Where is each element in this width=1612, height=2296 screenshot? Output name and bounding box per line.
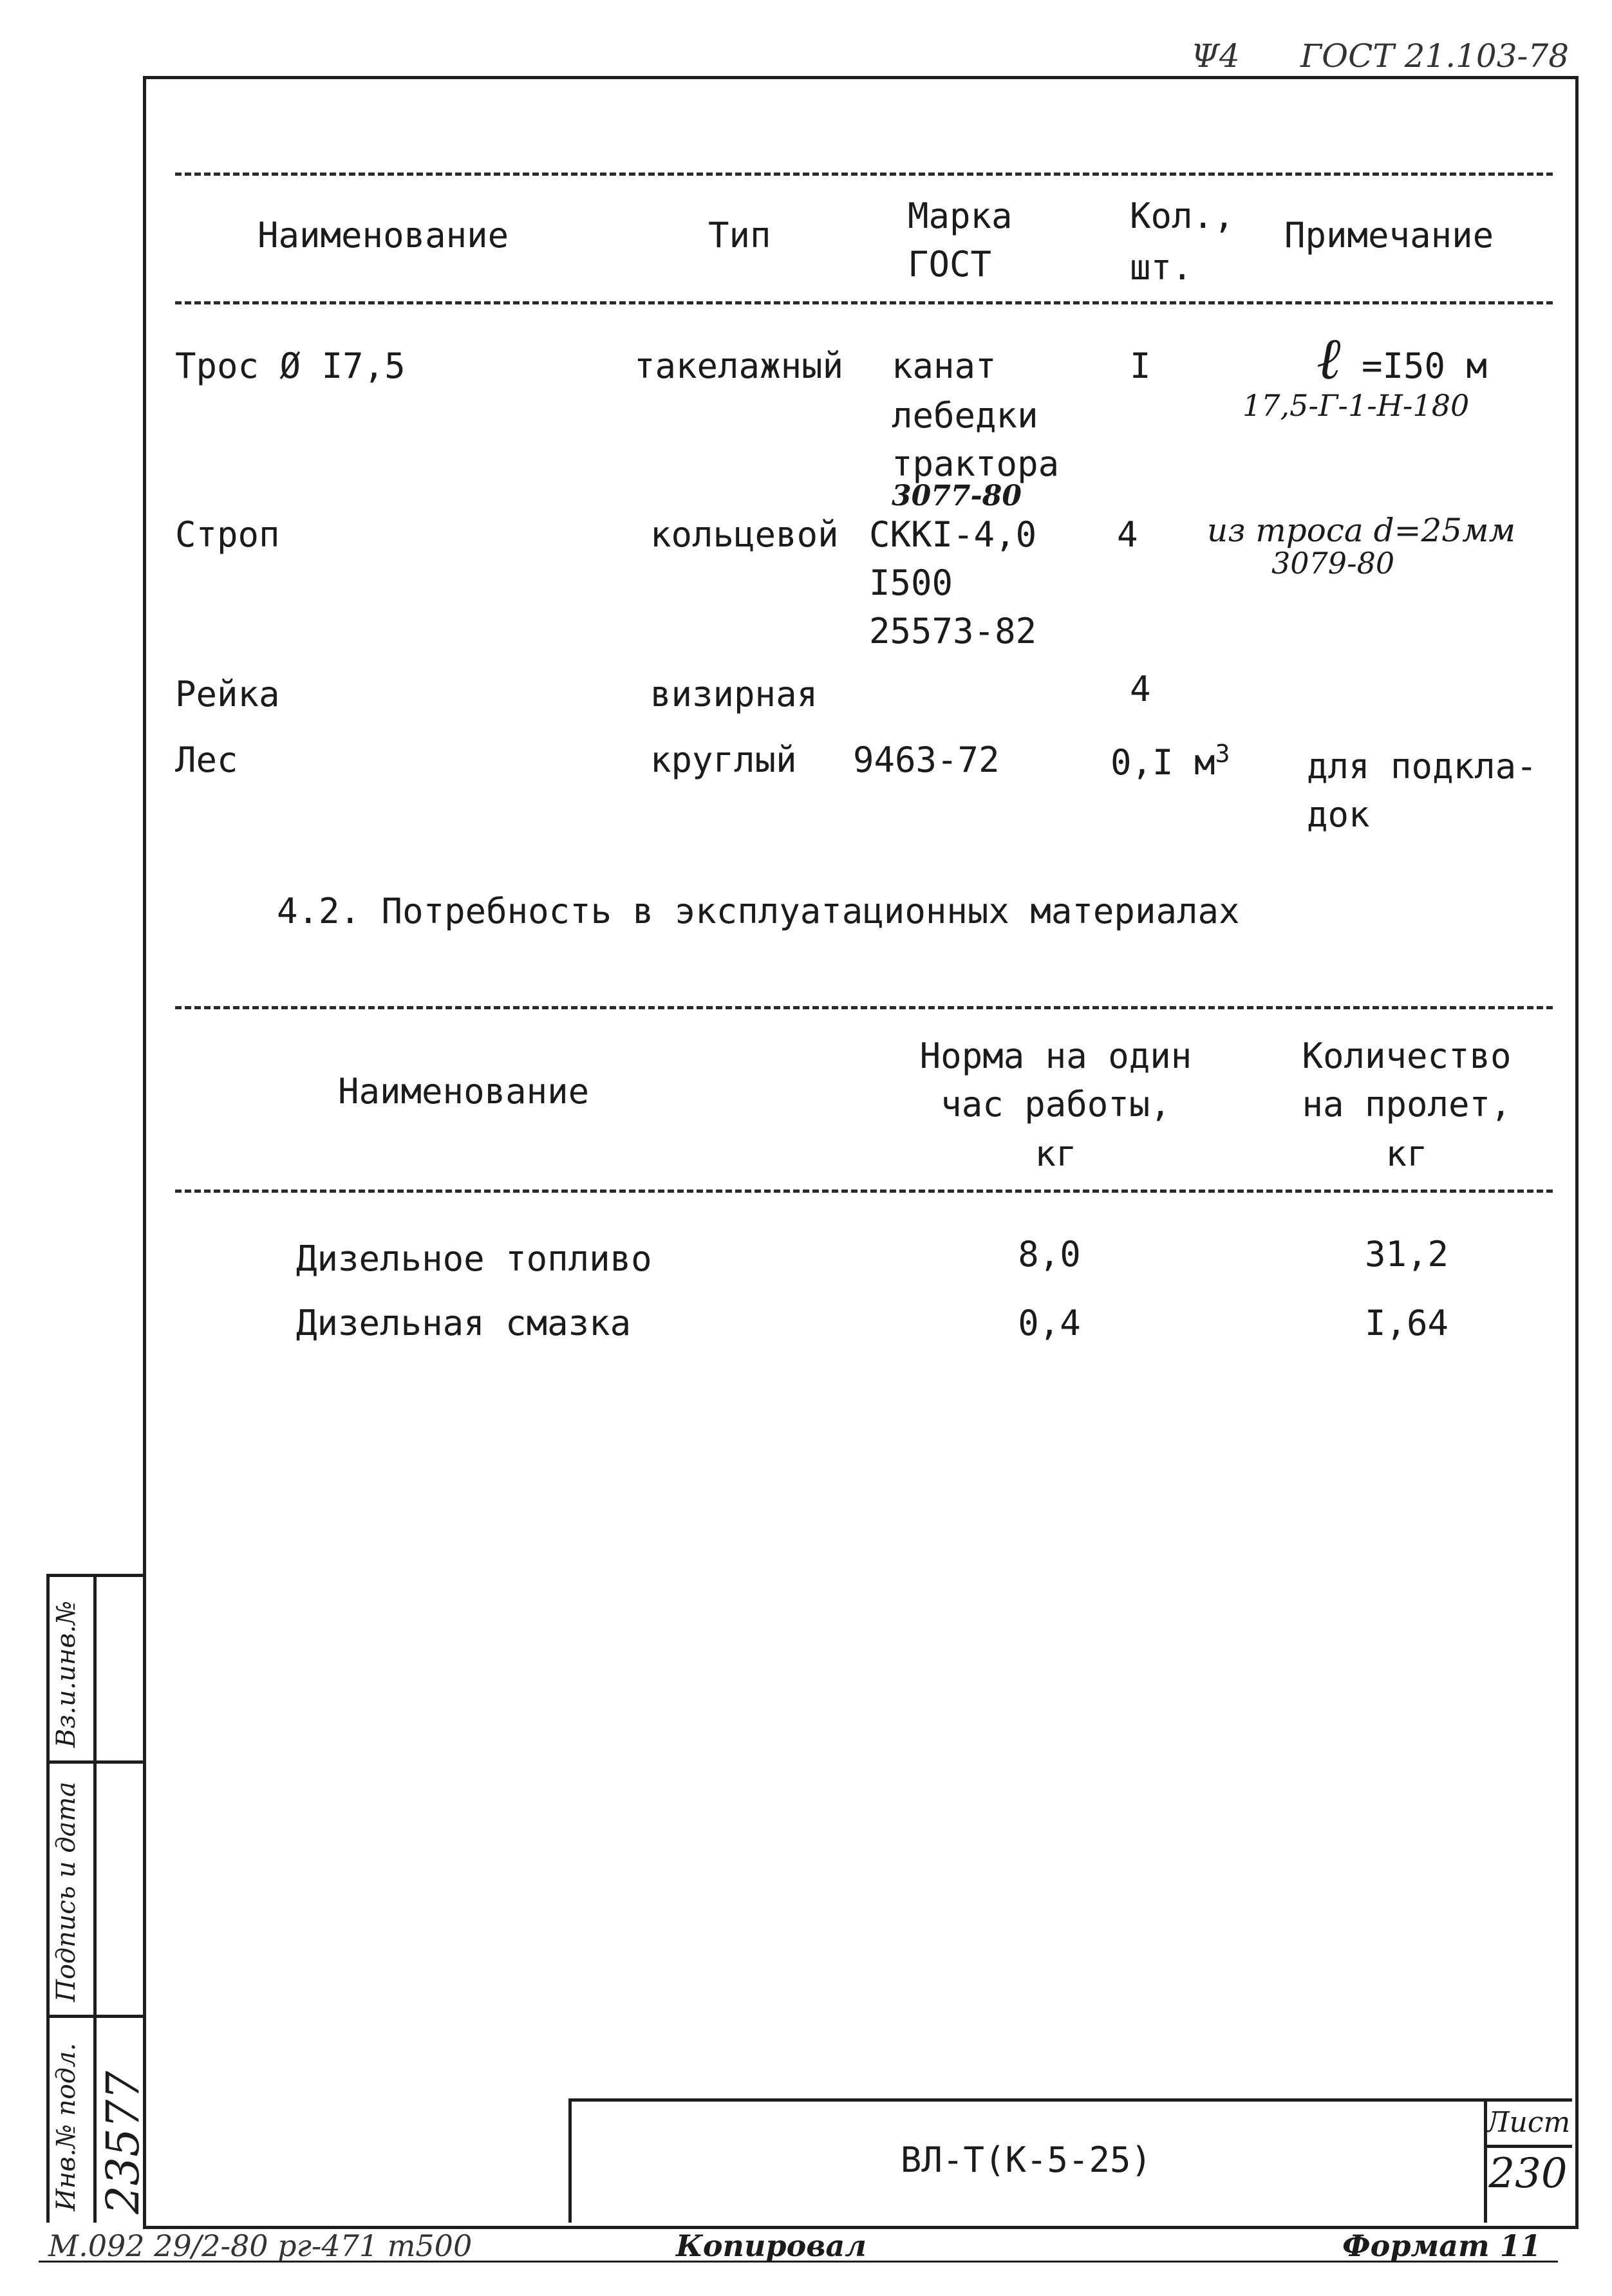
table2-header-amount-1: Количество — [1302, 1036, 1512, 1076]
title-block-sheet-number: 230 — [1488, 2150, 1568, 2198]
table1-top-rule — [175, 173, 1553, 176]
table1-row4-note-2: док — [1307, 794, 1370, 835]
table1-row3-qty: 4 — [1130, 669, 1151, 709]
table2-top-rule — [175, 1006, 1553, 1009]
table1-header-type: Тип — [708, 215, 771, 256]
table1-row2-mark-1: СККI-4,0 — [869, 514, 1037, 555]
top-header-standard: ГОСТ 21.103-78 — [1300, 37, 1570, 75]
table1-row2-type: кольцевой — [650, 514, 839, 555]
table1-row1-note: =I50 м — [1362, 346, 1488, 386]
table2-header-norm-3: кг — [1035, 1134, 1077, 1174]
table1-row1-mark-3: трактора — [892, 443, 1060, 484]
table1-header-qty-2: шт. — [1130, 247, 1193, 288]
table1-row1-note-hand: 17,5-Г-1-Н-180 — [1242, 388, 1470, 423]
footer-center: Копировал — [676, 2228, 867, 2263]
table1-row4-mark: 9463-72 — [853, 740, 1000, 780]
table1-row2-note-hand-2: 3079-80 — [1271, 546, 1395, 581]
table1-row3-type: визирная — [650, 674, 818, 714]
table1-row1-mark-2: лебедки — [892, 395, 1038, 436]
table2-header-norm-2: час работы, — [941, 1084, 1171, 1125]
table2-row1-amount: 31,2 — [1364, 1234, 1449, 1274]
table2-header-rule — [175, 1190, 1553, 1193]
table1-row4-type: круглый — [650, 740, 797, 780]
title-block-doc-code: ВЛ-Т(К-5-25) — [900, 2140, 1152, 2180]
table1-header-rule — [175, 301, 1553, 304]
table1-row2-qty: 4 — [1117, 514, 1138, 555]
table2-row2-norm: 0,4 — [1018, 1303, 1081, 1343]
table1-header-mark-2: ГОСТ — [908, 244, 992, 285]
table1-header-mark-1: Марка — [908, 196, 1013, 236]
table1-header-name: Наименование — [258, 215, 509, 256]
table2-header-norm-1: Норма на один — [919, 1036, 1192, 1076]
table2-row2-name: Дизельная смазка — [296, 1303, 632, 1343]
margin-stamp-inv-label: Инв.№ подл. — [52, 2042, 81, 2211]
table1-row4-note-1: для подкла- — [1307, 746, 1537, 787]
table2-row1-name: Дизельное топливо — [296, 1238, 652, 1279]
table1-row2-mark-2: I500 — [869, 563, 953, 603]
margin-stamp-div-1 — [46, 1760, 146, 1764]
table2-row1-norm: 8,0 — [1018, 1234, 1081, 1274]
table1-row1-type: такелажный — [634, 346, 844, 386]
table1-row1-mark-hand: 3077-80 — [892, 480, 1022, 512]
margin-stamp-top — [46, 1574, 146, 1577]
table1-row2-note-hand: из троса d=25мм — [1207, 512, 1516, 549]
section-title: 4.2. Потребность в эксплуатационных материалах — [277, 891, 1240, 931]
table1-row1-qty: I — [1130, 346, 1151, 386]
table2-header-amount-3: кг — [1385, 1134, 1428, 1174]
margin-stamp-inv-number: 23577 — [97, 2071, 149, 2214]
table2-header-name: Наименование — [338, 1071, 590, 1112]
table1-row3-name: Рейка — [175, 674, 280, 714]
footer-rule — [39, 2261, 1558, 2263]
margin-stamp-ref-label: Вз.и.инв.№ — [52, 1600, 81, 1748]
table1-row4-qty: 0,I $м^3$ — [1111, 740, 1230, 783]
table1-row1-name: Трос Ø I7,5 — [175, 346, 406, 386]
table1-row1-mark-1: канат — [892, 346, 997, 386]
table2-header-amount-2: на пролет, — [1302, 1084, 1512, 1125]
margin-stamp-sign-label: Подпись и дата — [52, 1781, 81, 2002]
title-block-sheet-div — [1484, 2145, 1572, 2148]
top-header-mark: Ψ4 — [1191, 37, 1240, 75]
table1-row4-name: Лес — [175, 740, 238, 780]
table1-header-qty-1: Кол., — [1130, 196, 1235, 236]
table1-row2-mark-3: 25573-82 — [869, 611, 1037, 651]
margin-stamp-div-2 — [46, 2015, 146, 2018]
table1-row2-name: Строп — [175, 514, 280, 555]
margin-stamp-outer-line — [46, 1574, 50, 2223]
title-block-top — [568, 2098, 1572, 2102]
table1-row1-note-symbol: ℓ — [1317, 325, 1341, 393]
table1-header-note: Примечание — [1284, 215, 1494, 256]
title-block-sheet-label: Лист — [1485, 2106, 1571, 2139]
footer-left: М.092 29/2-80 рг-471 т500 — [48, 2228, 473, 2263]
table2-row2-amount: I,64 — [1364, 1303, 1449, 1343]
footer-right: Формат 11 — [1342, 2228, 1541, 2263]
